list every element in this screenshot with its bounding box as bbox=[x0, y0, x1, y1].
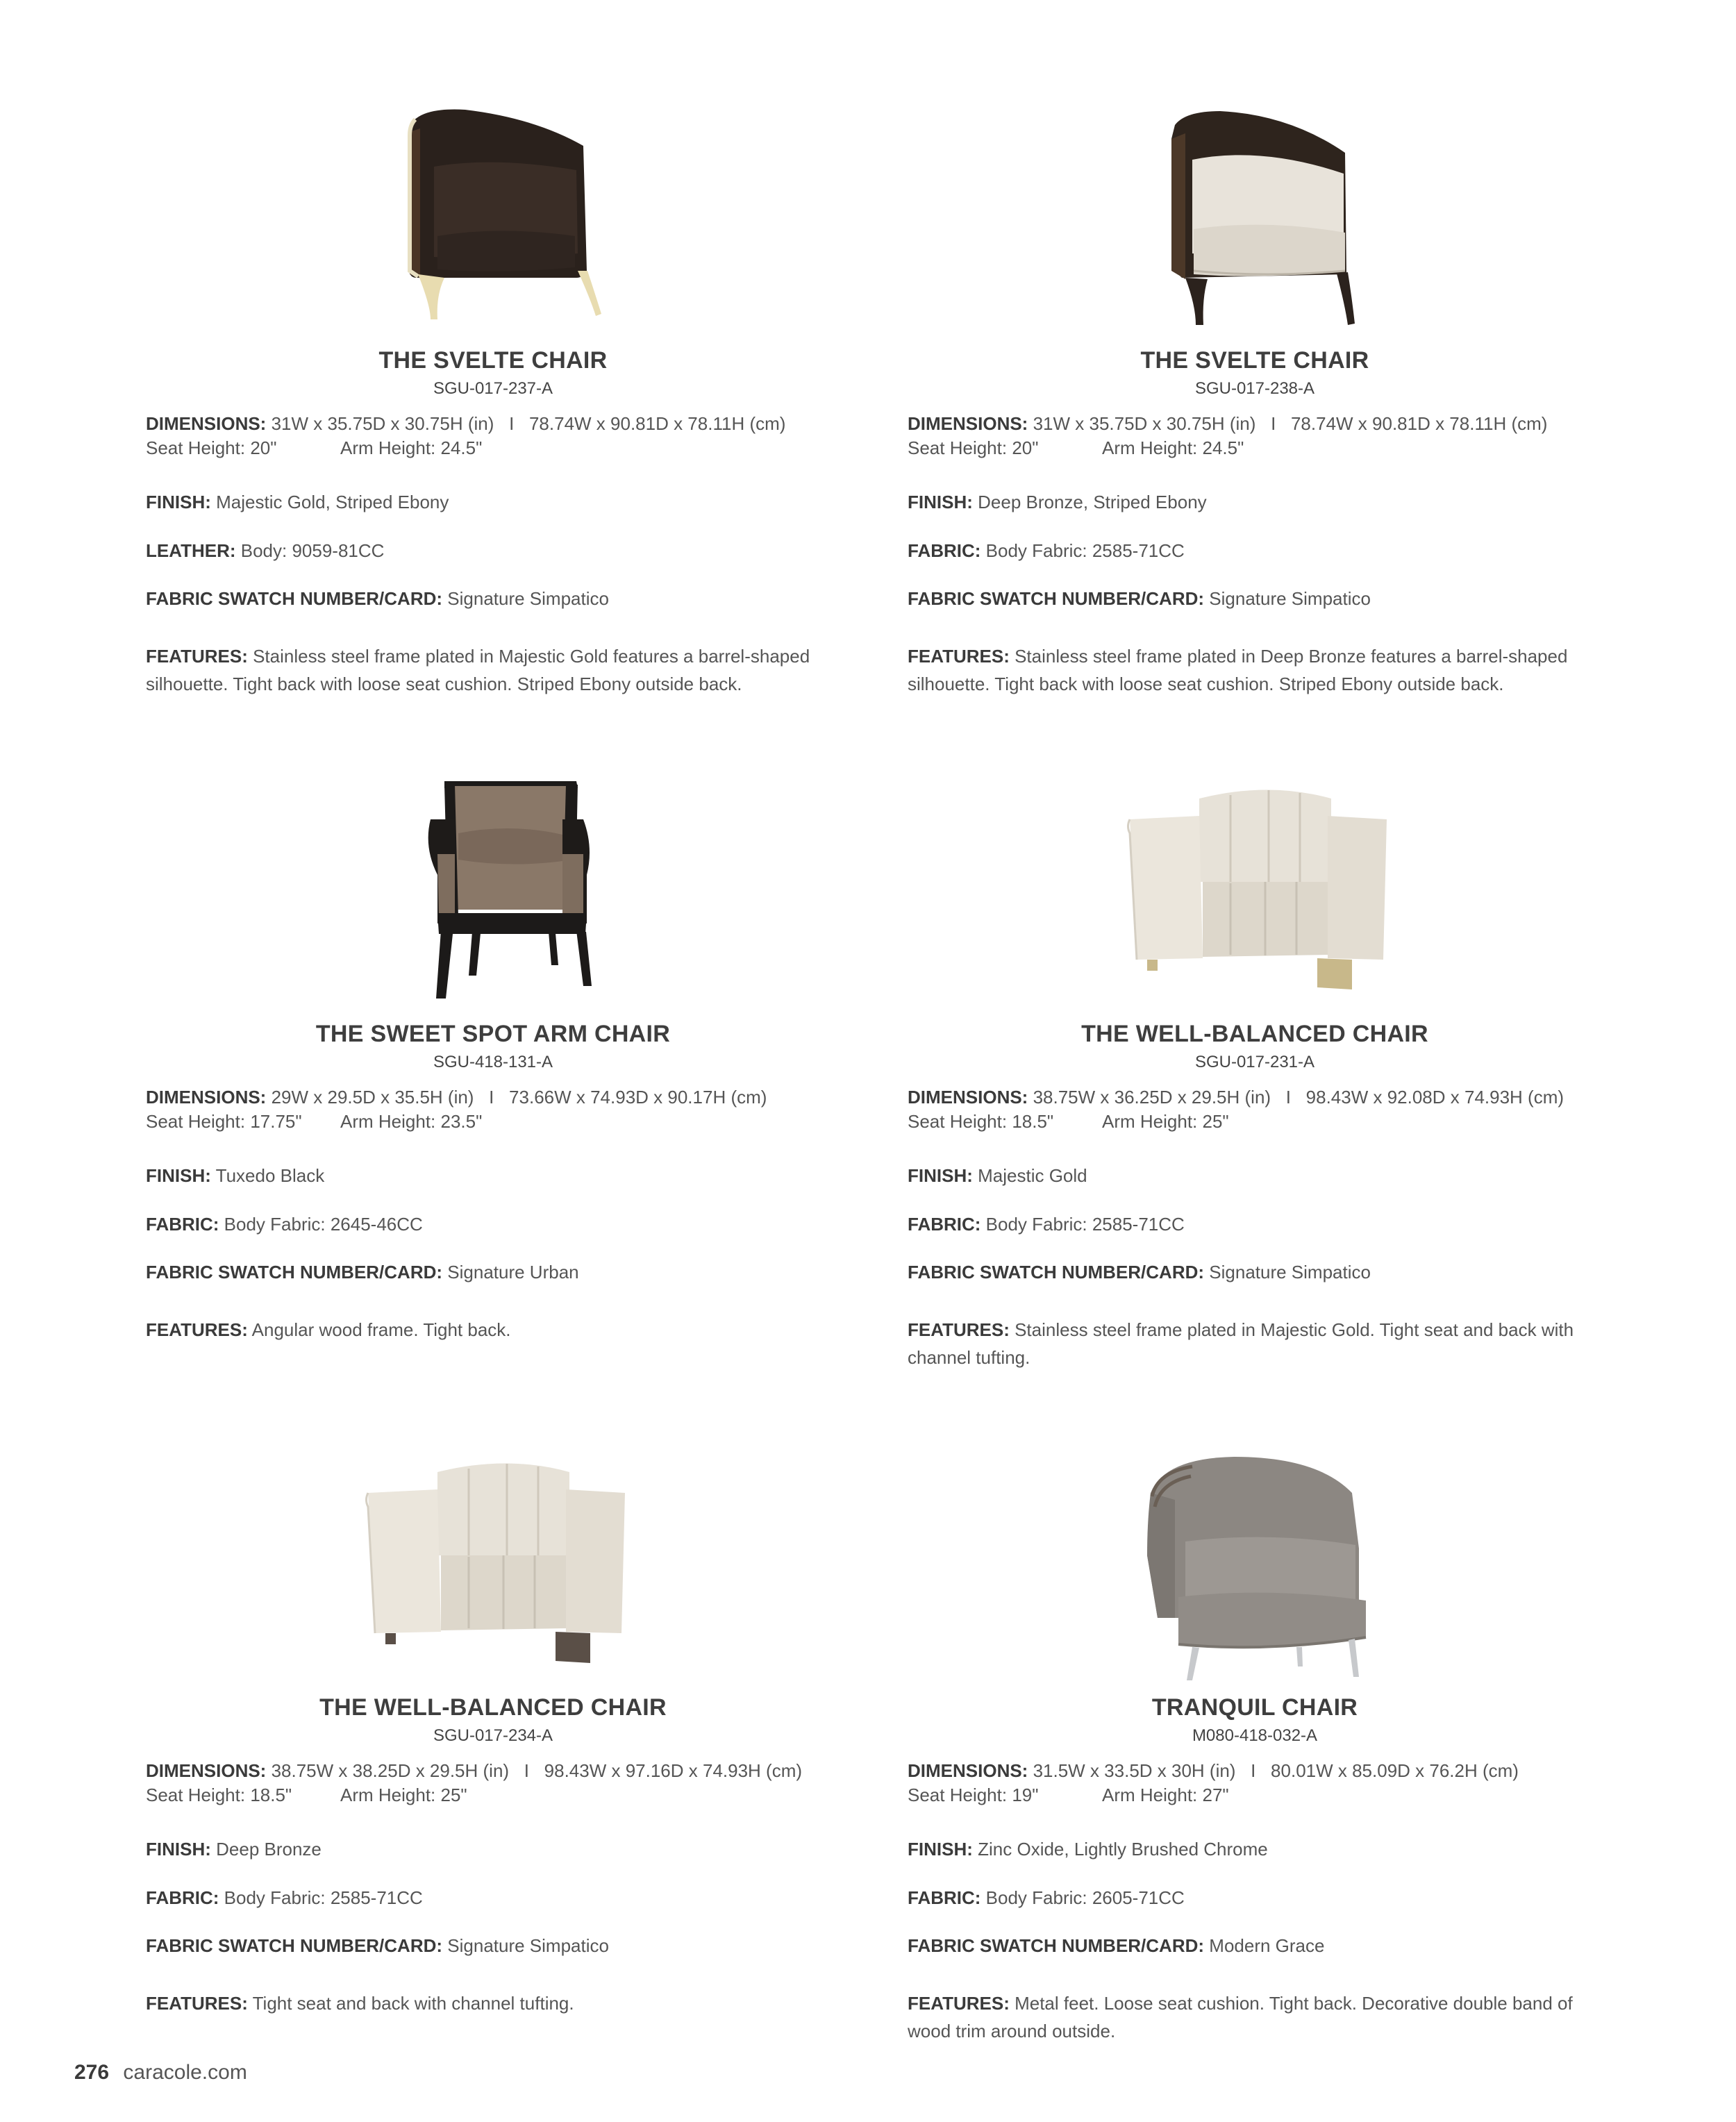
product-title: THE WELL-BALANCED CHAIR bbox=[319, 1694, 667, 1721]
product-image bbox=[146, 1451, 840, 1680]
features-label: FEATURES: bbox=[908, 1319, 1010, 1340]
dimensions-separator: I bbox=[1271, 413, 1276, 434]
product-sku: SGU-017-231-A bbox=[1194, 1053, 1315, 1071]
dimensions-in: 31W x 35.75D x 30.75H (in) bbox=[271, 413, 494, 434]
dimensions-in: 31.5W x 33.5D x 30H (in) bbox=[1033, 1760, 1236, 1781]
dimensions-line bbox=[146, 413, 910, 435]
seat-height: Seat Height: 18.5" bbox=[908, 1111, 1054, 1132]
finish-line bbox=[146, 1165, 910, 1187]
product-sku: SGU-418-131-A bbox=[433, 1053, 553, 1071]
dimensions-cm: 98.43W x 97.16D x 74.93H (cm) bbox=[544, 1760, 803, 1781]
swatch-label: FABRIC SWATCH NUMBER/CARD: bbox=[908, 1935, 1205, 1956]
dimensions-separator: I bbox=[489, 1087, 494, 1108]
features-text bbox=[146, 642, 833, 698]
features-value: Angular wood frame. Tight back. bbox=[251, 1319, 511, 1340]
dimensions-in: 29W x 29.5D x 35.5H (in) bbox=[271, 1087, 474, 1108]
material-label: FABRIC: bbox=[908, 540, 981, 561]
product-sku: SGU-017-237-A bbox=[433, 379, 553, 398]
material-line bbox=[908, 540, 1671, 562]
material-value: Body Fabric: 2585-71CC bbox=[985, 540, 1185, 561]
material-label: FABRIC: bbox=[908, 1887, 981, 1908]
finish-value: Deep Bronze bbox=[216, 1839, 322, 1860]
dimensions-cm: 78.74W x 90.81D x 78.11H (cm) bbox=[528, 413, 786, 434]
dimensions-label: DIMENSIONS: bbox=[146, 1760, 267, 1781]
swatch-line bbox=[908, 588, 1671, 610]
finish-value: Majestic Gold bbox=[978, 1165, 1087, 1186]
finish-label: FINISH: bbox=[908, 492, 973, 512]
product-sku: SGU-017-238-A bbox=[1194, 379, 1315, 398]
dimensions-cm: 80.01W x 85.09D x 76.2H (cm) bbox=[1271, 1760, 1519, 1781]
dimensions-line bbox=[908, 413, 1671, 435]
material-line bbox=[908, 1214, 1671, 1235]
finish-label: FINISH: bbox=[146, 492, 211, 512]
finish-value: Majestic Gold, Striped Ebony bbox=[216, 492, 449, 512]
features-text bbox=[146, 1316, 833, 1344]
product-title: TRANQUIL CHAIR bbox=[1151, 1694, 1358, 1721]
features-value: Metal feet. Loose seat cushion. Tight back. Decorative double band of wood trim around outside. bbox=[908, 1993, 1573, 2041]
dimensions-label: DIMENSIONS: bbox=[908, 1087, 1028, 1108]
finish-value: Deep Bronze, Striped Ebony bbox=[978, 492, 1207, 512]
product-card bbox=[146, 104, 840, 694]
seat-height: Seat Height: 19" bbox=[908, 1785, 1039, 1805]
dimensions-separator: I bbox=[509, 413, 515, 434]
material-line bbox=[908, 1887, 1671, 1909]
swatch-line bbox=[146, 1935, 910, 1957]
seat-height: Seat Height: 20" bbox=[146, 437, 277, 458]
dimensions-in: 31W x 35.75D x 30.75H (in) bbox=[1033, 413, 1256, 434]
product-card bbox=[146, 778, 840, 1340]
finish-line bbox=[908, 1165, 1671, 1187]
material-label: FABRIC: bbox=[146, 1887, 219, 1908]
material-value: Body Fabric: 2585-71CC bbox=[985, 1214, 1185, 1235]
features-label: FEATURES: bbox=[146, 646, 248, 667]
finish-line bbox=[146, 492, 910, 513]
product-image bbox=[908, 1451, 1602, 1680]
swatch-line bbox=[146, 1262, 910, 1283]
swatch-label: FABRIC SWATCH NUMBER/CARD: bbox=[146, 588, 443, 609]
heights-line bbox=[908, 1785, 1671, 1806]
finish-line bbox=[908, 492, 1671, 513]
finish-label: FINISH: bbox=[908, 1165, 973, 1186]
dimensions-label: DIMENSIONS: bbox=[146, 413, 267, 434]
arm-height: Arm Height: 23.5" bbox=[340, 1111, 483, 1132]
dimensions-separator: I bbox=[524, 1760, 529, 1781]
features-value: Stainless steel frame plated in Deep Bronze features a barrel-shaped silhouette. Tight back with loose seat cushion. Striped Ebony outside back. bbox=[908, 646, 1568, 694]
features-label: FEATURES: bbox=[908, 1993, 1010, 2014]
dimensions-line bbox=[908, 1760, 1671, 1782]
material-value: Body Fabric: 2605-71CC bbox=[985, 1887, 1185, 1908]
seat-height: Seat Height: 17.75" bbox=[146, 1111, 302, 1132]
product-image bbox=[146, 778, 840, 1007]
features-text bbox=[146, 1989, 833, 2017]
material-label: FABRIC: bbox=[146, 1214, 219, 1235]
dimensions-cm: 98.43W x 92.08D x 74.93H (cm) bbox=[1305, 1087, 1564, 1108]
dimensions-line bbox=[146, 1760, 910, 1782]
heights-line bbox=[908, 437, 1671, 459]
material-value: Body: 9059-81CC bbox=[240, 540, 385, 561]
swatch-label: FABRIC SWATCH NUMBER/CARD: bbox=[908, 588, 1205, 609]
arm-height: Arm Height: 25" bbox=[1102, 1111, 1229, 1132]
swatch-line bbox=[908, 1262, 1671, 1283]
finish-label: FINISH: bbox=[908, 1839, 973, 1860]
dimensions-in: 38.75W x 36.25D x 29.5H (in) bbox=[1033, 1087, 1271, 1108]
finish-value: Tuxedo Black bbox=[215, 1165, 325, 1186]
material-label: FABRIC: bbox=[908, 1214, 981, 1235]
product-image bbox=[908, 778, 1602, 1007]
product-image bbox=[908, 104, 1602, 333]
features-label: FEATURES: bbox=[908, 646, 1010, 667]
swatch-value: Signature Simpatico bbox=[447, 588, 609, 609]
heights-line bbox=[146, 1111, 910, 1133]
product-title: THE SWEET SPOT ARM CHAIR bbox=[315, 1021, 671, 1047]
site-link[interactable]: caracole.com bbox=[123, 2061, 247, 2084]
swatch-label: FABRIC SWATCH NUMBER/CARD: bbox=[146, 1262, 443, 1283]
product-title: THE SVELTE CHAIR bbox=[1140, 347, 1369, 374]
features-label: FEATURES: bbox=[146, 1993, 248, 2014]
dimensions-label: DIMENSIONS: bbox=[908, 1760, 1028, 1781]
product-card bbox=[908, 778, 1602, 1368]
product-image bbox=[146, 104, 840, 333]
features-text bbox=[908, 1316, 1595, 1371]
swatch-value: Signature Urban bbox=[447, 1262, 579, 1283]
page-footer bbox=[74, 2061, 247, 2085]
arm-height: Arm Height: 24.5" bbox=[340, 437, 483, 458]
features-text bbox=[908, 1989, 1595, 2045]
product-title: THE SVELTE CHAIR bbox=[378, 347, 608, 374]
features-value: Stainless steel frame plated in Majestic Gold features a barrel-shaped silhouette. Tight back with loose seat cushion. Striped Ebony outside back. bbox=[146, 646, 810, 694]
finish-line bbox=[908, 1839, 1671, 1860]
swatch-line bbox=[908, 1935, 1671, 1957]
material-label: LEATHER: bbox=[146, 540, 236, 561]
material-line bbox=[146, 1887, 910, 1909]
dimensions-separator: I bbox=[1285, 1087, 1291, 1108]
material-line bbox=[146, 540, 910, 562]
finish-value: Zinc Oxide, Lightly Brushed Chrome bbox=[978, 1839, 1268, 1860]
dimensions-separator: I bbox=[1251, 1760, 1256, 1781]
product-sku: SGU-017-234-A bbox=[433, 1726, 553, 1745]
material-line bbox=[146, 1214, 910, 1235]
heights-line bbox=[908, 1111, 1671, 1133]
product-card bbox=[146, 1451, 840, 2014]
material-value: Body Fabric: 2645-46CC bbox=[224, 1214, 423, 1235]
finish-label: FINISH: bbox=[146, 1165, 211, 1186]
dimensions-line bbox=[146, 1087, 910, 1108]
seat-height: Seat Height: 20" bbox=[908, 437, 1039, 458]
features-label: FEATURES: bbox=[146, 1319, 248, 1340]
swatch-label: FABRIC SWATCH NUMBER/CARD: bbox=[146, 1935, 443, 1956]
arm-height: Arm Height: 27" bbox=[1102, 1785, 1229, 1805]
arm-height: Arm Height: 25" bbox=[340, 1785, 467, 1805]
swatch-value: Modern Grace bbox=[1209, 1935, 1325, 1956]
swatch-value: Signature Simpatico bbox=[1209, 588, 1371, 609]
swatch-line bbox=[146, 588, 910, 610]
heights-line bbox=[146, 437, 910, 459]
dimensions-in: 38.75W x 38.25D x 29.5H (in) bbox=[271, 1760, 510, 1781]
product-card bbox=[908, 1451, 1602, 2041]
features-value: Tight seat and back with channel tufting. bbox=[252, 1993, 574, 2014]
dimensions-label: DIMENSIONS: bbox=[146, 1087, 267, 1108]
dimensions-label: DIMENSIONS: bbox=[908, 413, 1028, 434]
seat-height: Seat Height: 18.5" bbox=[146, 1785, 292, 1805]
heights-line bbox=[146, 1785, 910, 1806]
swatch-label: FABRIC SWATCH NUMBER/CARD: bbox=[908, 1262, 1205, 1283]
arm-height: Arm Height: 24.5" bbox=[1102, 437, 1244, 458]
dimensions-cm: 78.74W x 90.81D x 78.11H (cm) bbox=[1290, 413, 1548, 434]
finish-label: FINISH: bbox=[146, 1839, 211, 1860]
swatch-value: Signature Simpatico bbox=[447, 1935, 609, 1956]
dimensions-line bbox=[908, 1087, 1671, 1108]
finish-line bbox=[146, 1839, 910, 1860]
product-title: THE WELL-BALANCED CHAIR bbox=[1081, 1021, 1428, 1047]
features-text bbox=[908, 642, 1595, 698]
material-value: Body Fabric: 2585-71CC bbox=[224, 1887, 423, 1908]
product-card bbox=[908, 104, 1602, 694]
features-value: Stainless steel frame plated in Majestic Gold. Tight seat and back with channel tufting. bbox=[908, 1319, 1574, 1368]
page-number: 276 bbox=[74, 2061, 110, 2084]
swatch-value: Signature Simpatico bbox=[1209, 1262, 1371, 1283]
dimensions-cm: 73.66W x 74.93D x 90.17H (cm) bbox=[509, 1087, 767, 1108]
product-sku: M080-418-032-A bbox=[1192, 1726, 1318, 1745]
